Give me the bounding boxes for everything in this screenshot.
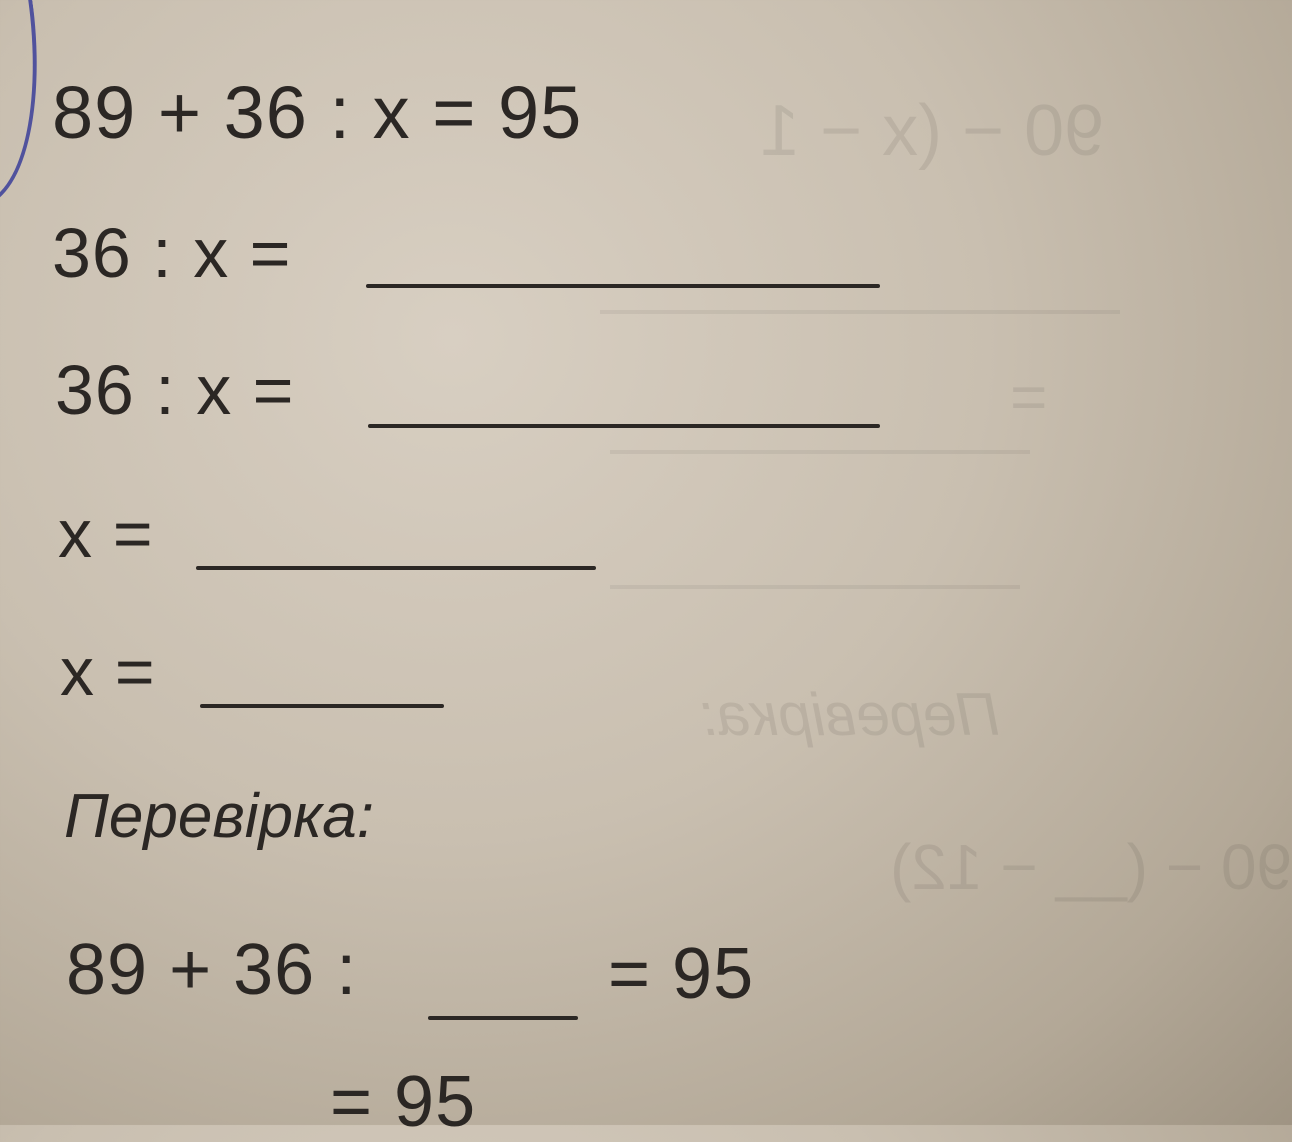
bleed-through-text: 90 − (x − 1 [760, 91, 1105, 171]
bleed-through-text: = [1010, 361, 1048, 433]
check-divisor-blank[interactable] [428, 1016, 578, 1020]
check-heading: Перевірка: [64, 782, 374, 851]
bleed-through-text: 90 − (__ − 12) [890, 831, 1292, 903]
step-1-answer-blank[interactable] [366, 284, 880, 288]
pen-mark [0, 0, 60, 210]
bleed-through-line [610, 585, 1020, 589]
check-line-2: = 95 [330, 1062, 477, 1142]
bleed-through-line [610, 450, 1030, 454]
main-equation: 89 + 36 : x = 95 [52, 71, 583, 154]
bleed-through-text: Перевірка: [700, 681, 1000, 748]
step-4-answer-blank[interactable] [200, 704, 444, 708]
step-3-label: x = [58, 496, 154, 572]
bleed-through-line [600, 310, 1120, 314]
step-2-answer-blank[interactable] [368, 424, 880, 428]
check-line-1-right: = 95 [608, 934, 755, 1014]
step-2-label: 36 : x = [55, 351, 295, 429]
check-line-1-left: 89 + 36 : [66, 930, 358, 1010]
step-1-label: 36 : x = [52, 214, 292, 292]
step-3-answer-blank[interactable] [196, 566, 596, 570]
step-4-label: x = [60, 634, 156, 710]
